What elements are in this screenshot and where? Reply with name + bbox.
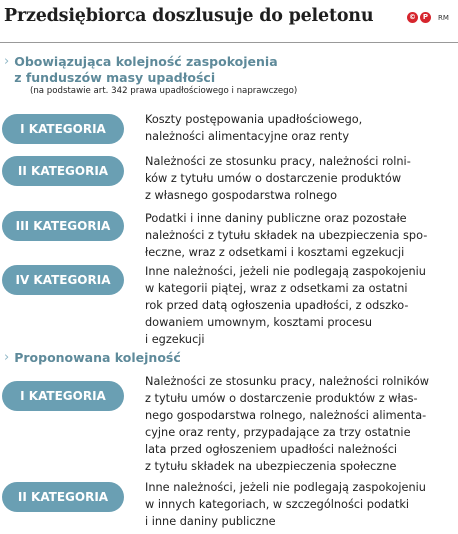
description-line: należności alimentacyjne oraz renty bbox=[145, 130, 350, 143]
description-line: Podatki i inne daniny publiczne oraz pozostałe bbox=[145, 212, 407, 225]
description-line: dowaniem umownym, kosztami procesu bbox=[145, 316, 373, 329]
description-line: Koszty postępowania upadłościowego, bbox=[145, 113, 363, 126]
description-line: i inne daniny publiczne bbox=[145, 515, 276, 528]
logo-p-icon: P bbox=[420, 12, 431, 23]
description-line: Należności ze stosunku pracy, należności rolni- bbox=[145, 155, 411, 168]
page-title: Przedsiębiorca doszlusuje do peletonu bbox=[4, 6, 374, 26]
description-line: nego gospodarstwa rolnego, należności alimenta- bbox=[145, 409, 427, 422]
copyright-icon: © bbox=[409, 13, 416, 21]
section2-heading-text: Proponowana kolejność bbox=[14, 350, 181, 365]
description-line: Inne należności, jeżeli nie podlegają zaspokojeniu bbox=[145, 481, 426, 494]
description-line: cyjne oraz renty, przypadające za trzy ostatnie bbox=[145, 426, 411, 439]
chevron-right-icon: › bbox=[4, 350, 10, 365]
category-badge: IV KATEGORIA bbox=[2, 265, 124, 295]
description-line: w innych kategoriach, w szczególności podatki bbox=[145, 498, 410, 511]
description-line: Inne należności, jeżeli nie podlegają zaspokojeniu bbox=[145, 265, 426, 278]
description-line: Należności ze stosunku pracy, należności rolników bbox=[145, 375, 429, 388]
category-description bbox=[145, 111, 455, 145]
description-line: z własnego gospodarstwa rolnego bbox=[145, 189, 338, 202]
section1-heading-line: z funduszów masy upadłości bbox=[14, 70, 216, 85]
section2-heading bbox=[4, 350, 181, 366]
description-line: lata przed ogłoszeniem upadłości należności bbox=[145, 443, 398, 456]
legal-basis-note: (na podstawie art. 342 prawa upadłościowego i naprawczego) bbox=[30, 86, 298, 96]
description-line: i egzekucji bbox=[145, 333, 205, 346]
description-line: należności z tytułu składek na ubezpieczenia spo- bbox=[145, 229, 428, 242]
category-badge: I KATEGORIA bbox=[2, 381, 124, 411]
description-line: łeczne, wraz z odsetkami i kosztami egzekucji bbox=[145, 246, 405, 259]
section1-heading-line: Obowiązująca kolejność zaspokojenia bbox=[14, 54, 278, 69]
category-badge: II KATEGORIA bbox=[2, 482, 124, 512]
category-description bbox=[145, 373, 455, 475]
category-badge: III KATEGORIA bbox=[2, 211, 124, 241]
category-badge: I KATEGORIA bbox=[2, 114, 124, 144]
description-line: ków z tytułu umów o dostarczenie produktów bbox=[145, 172, 402, 185]
title-divider bbox=[0, 42, 458, 43]
description-line: rok przed datą ogłoszenia upadłości, z odszko- bbox=[145, 299, 409, 312]
chevron-right-icon: › bbox=[4, 54, 10, 69]
category-description bbox=[145, 263, 455, 348]
category-description bbox=[145, 479, 455, 530]
category-description bbox=[145, 153, 455, 204]
description-line: z tytułu umów o dostarczenie produktów z włas- bbox=[145, 392, 418, 405]
category-badge: II KATEGORIA bbox=[2, 156, 124, 186]
description-line: w kategorii piątej, wraz z odsetkami za ostatni bbox=[145, 282, 408, 295]
category-description bbox=[145, 210, 455, 261]
publisher-logo bbox=[407, 12, 449, 23]
description-line: z tytułu składek na ubezpieczenia społeczne bbox=[145, 460, 397, 473]
logo-caption: RM bbox=[438, 13, 449, 22]
section1-heading bbox=[4, 54, 278, 86]
